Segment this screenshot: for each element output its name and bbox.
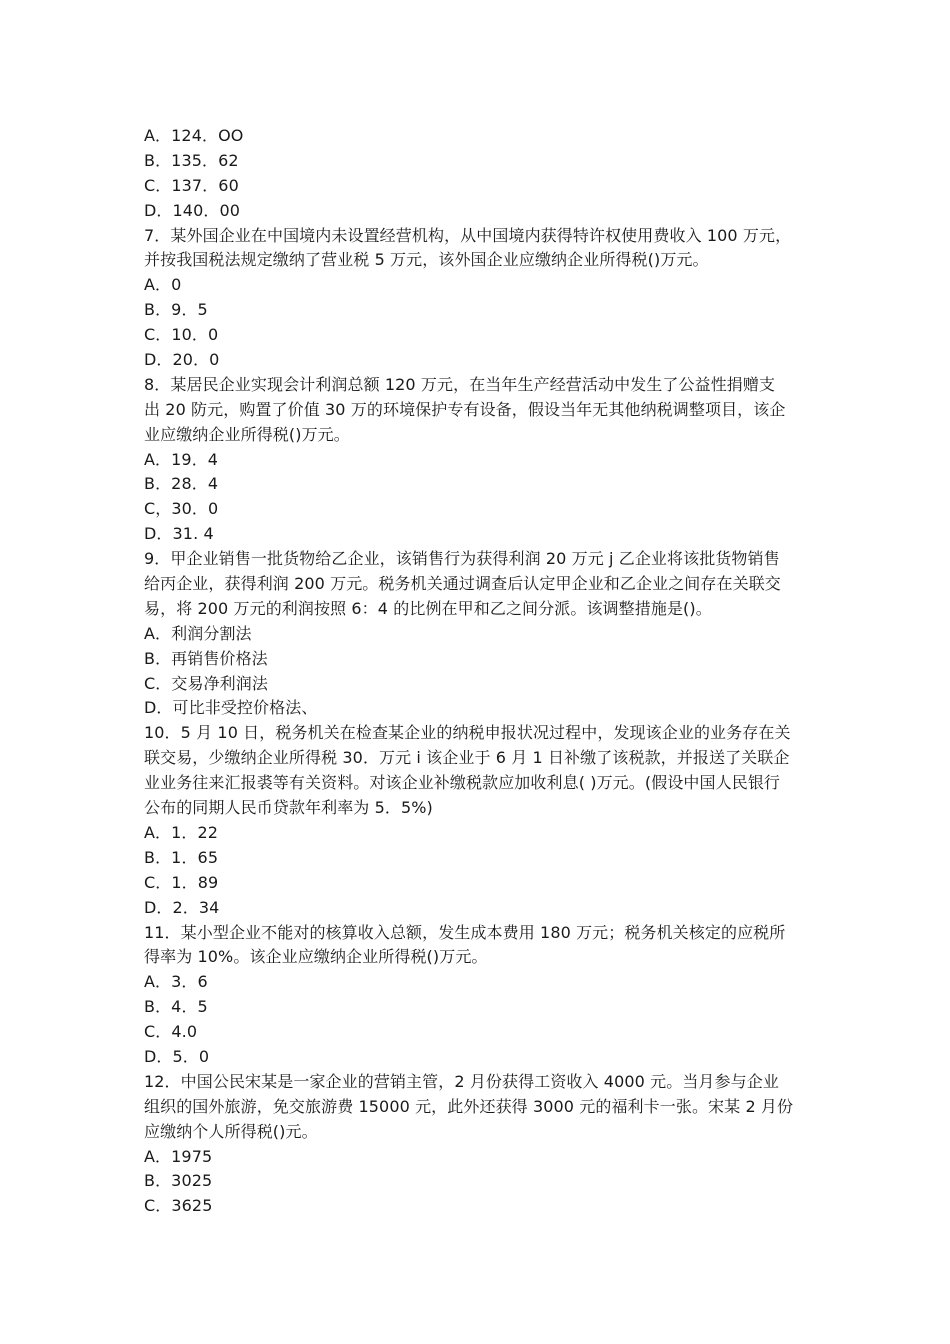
question-text-line: 应缴纳个人所得税()元。	[144, 1121, 318, 1141]
option-b: B．再销售价格法	[144, 648, 268, 668]
question-text-line: 12．中国公民宋某是一家企业的营销主管，2 月份获得工资收入 4000 元。当月参与企业	[144, 1071, 779, 1091]
question-text-line: 易，将 200 万元的利润按照 6：4 的比例在甲和乙之间分派。该调整措施是()。	[144, 598, 712, 618]
option-c: C．交易净利润法	[144, 673, 268, 693]
question-9	[144, 547, 816, 721]
question-10	[144, 721, 816, 920]
question-text-line: 9．甲企业销售一批货物给乙企业，该销售行为获得利润 20 万元 j 乙企业将该批货物销售	[144, 549, 780, 569]
option-a: A．1．22	[144, 822, 219, 842]
option-a: A．19．4	[144, 449, 219, 469]
question-text-line: 联交易，少缴纳企业所得税 30．万元 i 该企业于 6 月 1 日补缴了该税款，并报送了关联企	[144, 748, 790, 768]
question-text-line: 业业务往来汇报裘等有关资料。对该企业补缴税款应加收利息( )万元。(假设中国人民银行	[144, 773, 781, 793]
option-d: D．20．0	[144, 350, 220, 370]
question-text-line: 给丙企业，获得利润 200 万元。税务机关通过调查后认定甲企业和乙企业之间存在关联交	[144, 574, 781, 594]
question-12	[144, 1070, 816, 1219]
question-text-line: 业应缴纳企业所得税()万元。	[144, 424, 350, 444]
question-text-line: 公布的同期人民币贷款年利率为 5．5%)	[144, 798, 433, 818]
option-d: D．可比非受控价格法、	[144, 698, 318, 718]
document-page	[144, 124, 816, 1219]
question-text-line: 并按我国税法规定缴纳了营业税 5 万元，该外国企业应缴纳企业所得税()万元。	[144, 250, 709, 270]
option-c: C．3625	[144, 1196, 213, 1216]
question-text-line: 出 20 防元，购置了价值 30 万的环境保护专有设备，假设当年无其他纳税调整项目，该企	[144, 399, 786, 419]
question-11	[144, 921, 816, 1070]
option-a: A．124．OO	[144, 126, 244, 145]
option-b: B．28．4	[144, 474, 219, 494]
option-c: C．10．0	[144, 325, 219, 345]
question-text-line: 10．5 月 10 日，税务机关在检查某企业的纳税申报状况过程中，发现该企业的业务存在关	[144, 723, 791, 743]
option-d: D．31. 4	[144, 524, 214, 544]
option-d: D．140．00	[144, 200, 241, 220]
option-b: B．1．65	[144, 847, 219, 867]
question-text-line: 7．某外国企业在中国境内未设置经营机构，从中国境内获得特许权使用费收入 100 万元，	[144, 225, 792, 245]
option-d: D．2．34	[144, 897, 220, 917]
option-a: A．0	[144, 275, 182, 295]
option-c: C．1．89	[144, 872, 219, 892]
question-text-line: 得率为 10%。该企业应缴纳企业所得税()万元。	[144, 947, 488, 967]
option-a: A．3．6	[144, 972, 208, 992]
option-b: B．9．5	[144, 300, 208, 320]
option-d: D．5．0	[144, 1046, 210, 1066]
option-c: C．4.0	[144, 1022, 198, 1042]
question-text-line: 8．某居民企业实现会计利润总额 120 万元，在当年生产经营活动中发生了公益性捐赠支	[144, 374, 776, 394]
option-a: A．利润分割法	[144, 623, 252, 643]
option-b: B．135．62	[144, 150, 239, 170]
question-8	[144, 373, 816, 547]
question-7	[144, 224, 816, 373]
question-text-line: 11．某小型企业不能对的核算收入总额，发生成本费用 180 万元；税务机关核定的应税所	[144, 922, 786, 942]
option-a: A．1975	[144, 1146, 213, 1166]
option-c: C．137．60	[144, 175, 239, 195]
option-c: C，30．0	[144, 499, 219, 519]
option-b: B．4．5	[144, 997, 208, 1017]
question-6-options	[144, 124, 816, 224]
question-text-line: 组织的国外旅游，免交旅游费 15000 元，此外还获得 3000 元的福利卡一张。宋某 2 月份	[144, 1096, 794, 1116]
option-b: B．3025	[144, 1171, 213, 1191]
